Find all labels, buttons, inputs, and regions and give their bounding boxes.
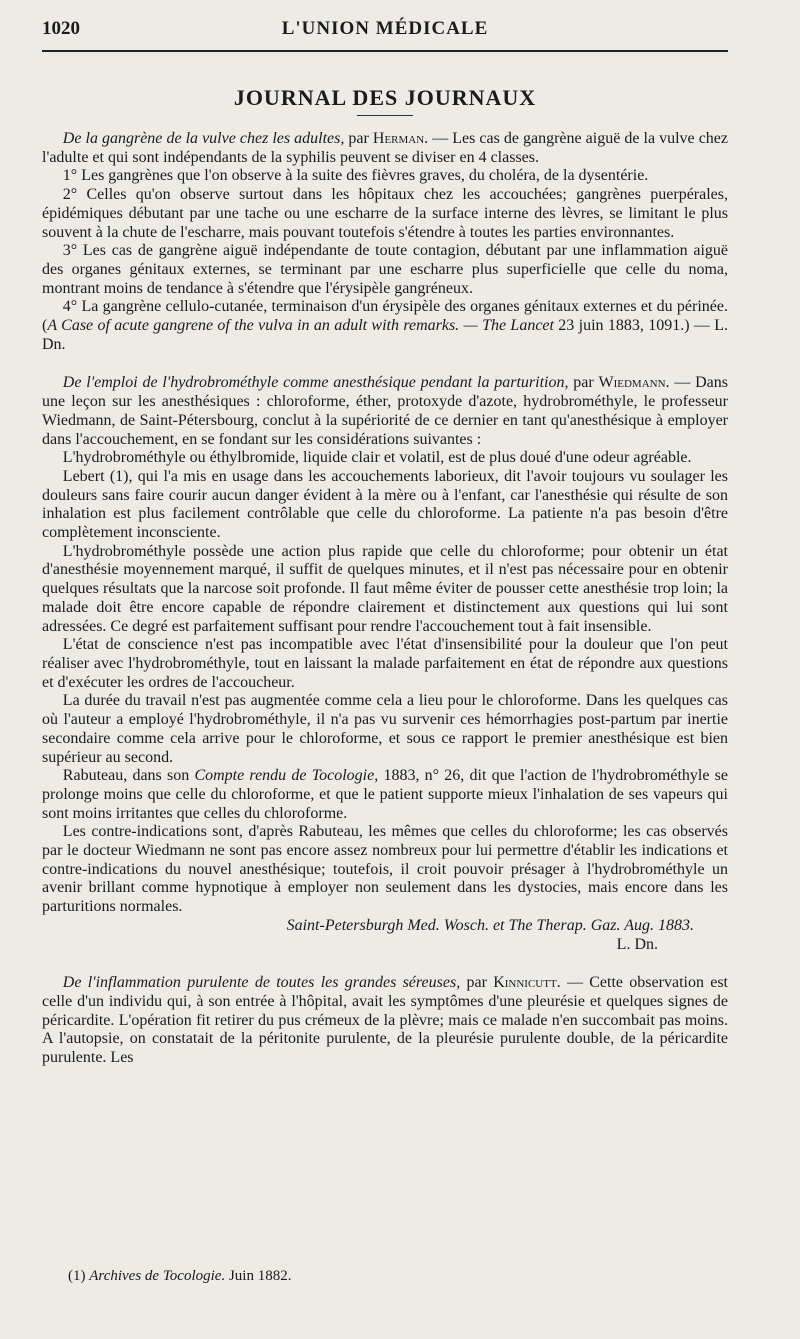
by-text: par <box>344 130 373 147</box>
paragraph: L'hydrobrométhyle ou éthylbromide, liquide clair et volatil, est de plus doué d'une odeur agréable. <box>62 449 692 467</box>
article-gangrene <box>42 130 728 354</box>
footnote-mark: (1) <box>68 1268 90 1284</box>
article-intro <box>42 974 728 1068</box>
paragraph: L'état de conscience n'est pas incompatible avec l'état d'insensibilité pour la douleur que l'on peut réaliser avec l'hydrobrométhyle, tout en laissant la malade parfaitement en état de répondre aux questions et d'exécuter les ordres de l'accoucheur. <box>42 636 728 691</box>
article-intro <box>42 374 728 449</box>
article-intro <box>42 130 728 167</box>
paragraph: 3° Les cas de gangrène aiguë indépendante de toute contagion, débutant par une inflammation aiguë des organes génitaux externes, se terminant par une escharre plus superficielle que celle du noma, montrant moins de tendance à s'étendre que l'érysipèle gangréneux. <box>42 242 728 297</box>
article-title: De l'inflammation purulente de toutes les grandes séreuses, <box>62 974 461 992</box>
article-hydrobromethyle <box>42 374 728 954</box>
footnote-date: Juin 1882. <box>225 1268 292 1284</box>
main-content <box>42 83 728 1068</box>
article-inflammation <box>42 974 728 1068</box>
page-number: 1020 <box>42 18 80 39</box>
citation: Compte rendu de Tocologie, <box>194 767 379 785</box>
source-reference <box>42 917 728 936</box>
paragraph: Les contre-indications sont, d'après Rabuteau, les mêmes que celles du chloroforme; les cas observés par le docteur Wiedmann ne sont pas encore assez nombreux pour lui permettre d'établir les indications et contre-indications du nouvel anesthésique; toutefois, il croit pouvoir présager à l'hydrobrométhyle un avenir brillant comme hypnotique à employer non seulement dans les dystocies, mais encore dans les parturitions normales. <box>42 823 728 916</box>
paragraph <box>42 767 728 823</box>
page-header <box>42 18 728 48</box>
text: 23 juin 1883, 1091.) — L. Dn. <box>42 317 728 353</box>
title-divider <box>357 115 413 116</box>
article-author: Herman. <box>372 130 429 147</box>
section-title: JOURNAL DES JOURNAUX <box>233 85 537 110</box>
citation: A Case of acute gangrene of the vulva in an adult with remarks. — The Lancet <box>47 317 554 335</box>
signature: L. Dn. <box>616 935 658 953</box>
by-text: par <box>460 974 494 992</box>
intro-text: — Les cas de gangrène aiguë de la vulve chez l'adulte et qui sont indépendants de la syphilis peuvent se diviser en 4 classes. <box>42 130 728 166</box>
text: Rabuteau, dans son <box>62 767 195 785</box>
text: 1883, n° 26, dit que l'action de l'hydrobrométhyle se prolonge moins que celle du chloroforme, et que le patient supporte mieux l'inhalation de ses vapeurs qui sont moins irritantes que celles du chloroforme. <box>42 767 728 822</box>
article-author: Kinnicutt. <box>493 974 561 992</box>
running-title: L'UNION MÉDICALE <box>281 18 489 39</box>
intro-text: — Dans une leçon sur les anesthésiques : chloroforme, éther, protoxyde d'azote, hydrobrométhyle, le professeur Wiedmann, de Saint-Pétersbourg, conclut à la supériorité de ce dernier en tant qu'anesthésique à employer dans l'accouchement, en se fondant sur les considérations suivantes : <box>42 374 728 448</box>
paragraph: L'hydrobrométhyle possède une action plus rapide que celle du chloroforme; pour obtenir un état d'anesthésie moyennement marqué, il suffit de quelques minutes, et il n'est pas nécessaire pour en obtenir quelques résultats que la narcose soit profonde. Il faut même éviter de pousser cette anesthésie trop loin; la malade doit être encore capable de répondre clairement et distinctement aux questions qui lui sont adressées. Ce degré est parfaitement suffisant pour rendre l'accouchement tout à fait insensible. <box>42 542 728 635</box>
paragraph: 1° Les gangrènes que l'on observe à la suite des fièvres graves, du choléra, de la dysentérie. <box>62 167 649 185</box>
paragraph: La durée du travail n'est pas augmentée comme cela a lieu pour le chloroforme. Dans les quelques cas où l'auteur a employé l'hydrobrométhyle, il n'a pas vu survenir ces hémorrhagies post-partum par inertie secondaire comme cela arrive pour le chloroforme, et sous ce rapport le premier anesthésique est bien supérieur au second. <box>42 692 728 766</box>
paragraph: Lebert (1), qui l'a mis en usage dans les accouchements laborieux, dit l'avoir toujours vu soulager les douleurs sans faire courir aucun danger évident à la mère ou à l'enfant, car l'anesthésie qui résulte de son inhalation est plus facilement contrôlable que celle du chloroforme. La patiente n'a pas besoin d'être complètement inconsciente. <box>42 467 728 542</box>
article-author: Wiedmann. <box>598 374 670 392</box>
by-text: par <box>568 374 599 392</box>
paragraph: 2° Celles qu'on observe surtout dans les hôpitaux chez les accouchées; gangrènes puerpérales, épidémiques débutant par une tache ou une escharre de la surface interne des lèvres, se limitant le plus souvent à la chute de l'escharre, mais pouvant toutefois s'étendre à toutes les parties environnantes. <box>42 186 728 241</box>
footnote-source: Archives de Tocologie. <box>89 1268 226 1284</box>
footnote <box>68 1268 291 1285</box>
article-title: De la gangrène de la vulve chez les adultes, <box>62 130 345 147</box>
paragraph <box>42 298 728 354</box>
text: 4° La gangrène cellulo-cutanée, terminaison d'un érysipèle des organes génitaux externes et du périnée. ( <box>42 298 728 335</box>
header-rule <box>42 50 728 52</box>
citation: Saint-Petersburgh Med. Wosch. et The Therap. Gaz. Aug. 1883. <box>286 916 694 934</box>
intro-text: — Cette observation est celle d'un individu qui, à son entrée à l'hôpital, avait les symptômes d'une pleurésie et quelques signes de péricardite. L'opération fit retirer du pus crémeux de la plèvre; mais ce malade n'en succombait pas moins. A l'autopsie, on constatait de la péritonite purulente, de la pleurésie purulente double, de la péricardite purulente. Les <box>42 974 729 1067</box>
article-title: De l'emploi de l'hydrobrométhyle comme anesthésique pendant la parturition, <box>62 374 569 392</box>
